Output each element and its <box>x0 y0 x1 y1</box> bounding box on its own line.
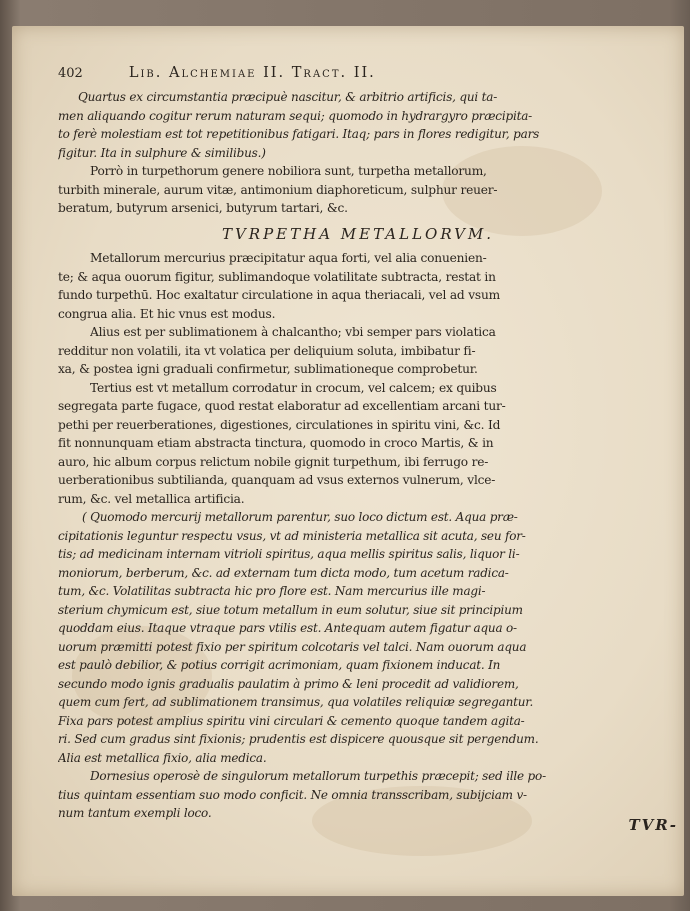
text-line: uerberationibus subtilianda, quanquam ad vsus externos vulnerum, vlce- <box>58 473 496 487</box>
text-line: xa, & postea igni graduali confirmetur, sublimationeque comprobetur. <box>58 362 478 376</box>
text-line: Metallorum mercurius præcipitatur aqua forti, vel alia conuenien- <box>90 251 487 265</box>
text-line: tius quintam essentiam suo modo conficit. Ne omnia transscribam, subijciam v- <box>58 787 527 802</box>
text-line: Alius est per sublimationem à chalcantho; vbi semper pars violatica <box>90 325 496 339</box>
paragraph <box>58 162 658 218</box>
text-line: rum, &c. vel metallica artificia. <box>58 491 245 506</box>
text-line: to ferè molestiam est tot repetitionibus fatigari. Itaq; pars in flores redigitur, pars <box>58 127 540 141</box>
text-line: Porrò in turpethorum genere nobiliora sunt, turpetha metallorum, <box>90 164 487 178</box>
text-line: quoddam eius. Itaque vtraque pars vtilis est. Antequam autem figatur aqua o- <box>58 621 517 635</box>
paragraph <box>58 249 658 323</box>
book-page <box>12 26 684 896</box>
text-line: fundo turpethū. Hoc exaltatur circulatione in aqua theriacali, vel ad vsum <box>58 288 500 302</box>
text-line: uorum præmitti potest fixio per spiritum colcotaris vel talci. Nam ouorum aqua <box>58 639 527 654</box>
text-line: Fixa pars potest amplius spiritu vini circulari & cemento quoque tandem agita- <box>58 713 525 728</box>
text-line: quem cum fert, ad sublimationem transimus, qua volatiles reliquiæ segregantur. <box>58 695 534 709</box>
text-line: Dornesius operosè de singulorum metallorum turpethis præcepit; sed ille po- <box>90 769 546 783</box>
paragraph <box>58 323 658 379</box>
running-title: Lib. Alchemiae II. Tract. II. <box>128 65 376 81</box>
text-line: ( Quomodo mercurij metallorum parentur, suo loco dictum est. Aqua præ- <box>82 510 518 524</box>
text-line: est paulò debilior, & potius corrigit acrimoniam, quam fixionem inducat. In <box>58 658 501 672</box>
text-line: moniorum, berberum, &c. ad externam tum dicta modo, tum acetum radica- <box>58 565 509 580</box>
text-line: sterium chymicum est, siue totum metallum in eum solutur, siue sit principium <box>58 602 523 617</box>
page-text <box>58 64 658 823</box>
text-line: pethi per reuerberationes, digestiones, circulationes in spiritu vini, &c. Id <box>58 417 501 432</box>
section-heading: TVRPETHA METALLORVM. <box>221 224 495 243</box>
text-line: redditur non volatili, ita vt volatica per deliquium soluta, imbibatur fi- <box>58 343 476 358</box>
text-line: Quartus ex circumstantia præcipuè nascitur, & arbitrio artificis, qui ta- <box>78 90 498 104</box>
catchword: TVR- <box>628 816 678 834</box>
italic-commentary <box>58 508 658 767</box>
text-line: fit nonnunquam etiam abstracta tinctura, quomodo in croco Martis, & in <box>58 436 494 450</box>
text-line: ri. Sed cum gradus sint fixionis; prudentis est dispicere quousque sit pergendum. <box>58 732 539 746</box>
text-line: congrua alia. Et hic vnus est modus. <box>58 306 276 321</box>
text-line: figitur. Ita in sulphure & similibus.) <box>58 145 266 160</box>
text-line: tis; ad medicinam internam vitrioli spiritus, aqua mellis spiritus salis, liquor li- <box>58 547 520 561</box>
text-line: tum, &c. Volatilitas subtracta hic pro flore est. Nam mercurius ille magi- <box>58 584 486 598</box>
text-line: num tantum exempli loco. <box>58 806 212 820</box>
text-line: segregata parte fugace, quod restat elaboratur ad excellentiam arcani tur- <box>58 399 506 413</box>
page-header <box>58 64 658 86</box>
text-line: Alia est metallica fixio, alia medica. <box>58 750 267 765</box>
text-line: Tertius est vt metallum corrodatur in crocum, vel calcem; ex quibus <box>90 380 497 395</box>
text-line: secundo modo ignis gradualis paulatim à primo & leni procedit ad validiorem, <box>58 676 519 691</box>
text-line: men aliquando cogitur rerum naturam sequi; quomodo in hydrargyro præcipita- <box>58 108 533 123</box>
text-line: auro, hic album corpus relictum nobile gignit turpethum, ibi ferrugo re- <box>58 454 489 469</box>
italic-note-top <box>58 88 658 162</box>
text-line: cipitationis leguntur respectu vsus, vt ad ministeria metallica sit acuta, seu for- <box>58 528 526 543</box>
page-number: 402 <box>58 66 83 81</box>
text-line: beratum, butyrum arsenici, butyrum tartari, &c. <box>58 201 348 215</box>
italic-paragraph <box>58 767 658 823</box>
text-line: te; & aqua ouorum figitur, sublimandoque volatilitate subtracta, restat in <box>58 269 496 284</box>
paragraph <box>58 379 658 509</box>
text-line: turbith minerale, aurum vitæ, antimonium diaphoreticum, sulphur reuer- <box>58 182 498 197</box>
